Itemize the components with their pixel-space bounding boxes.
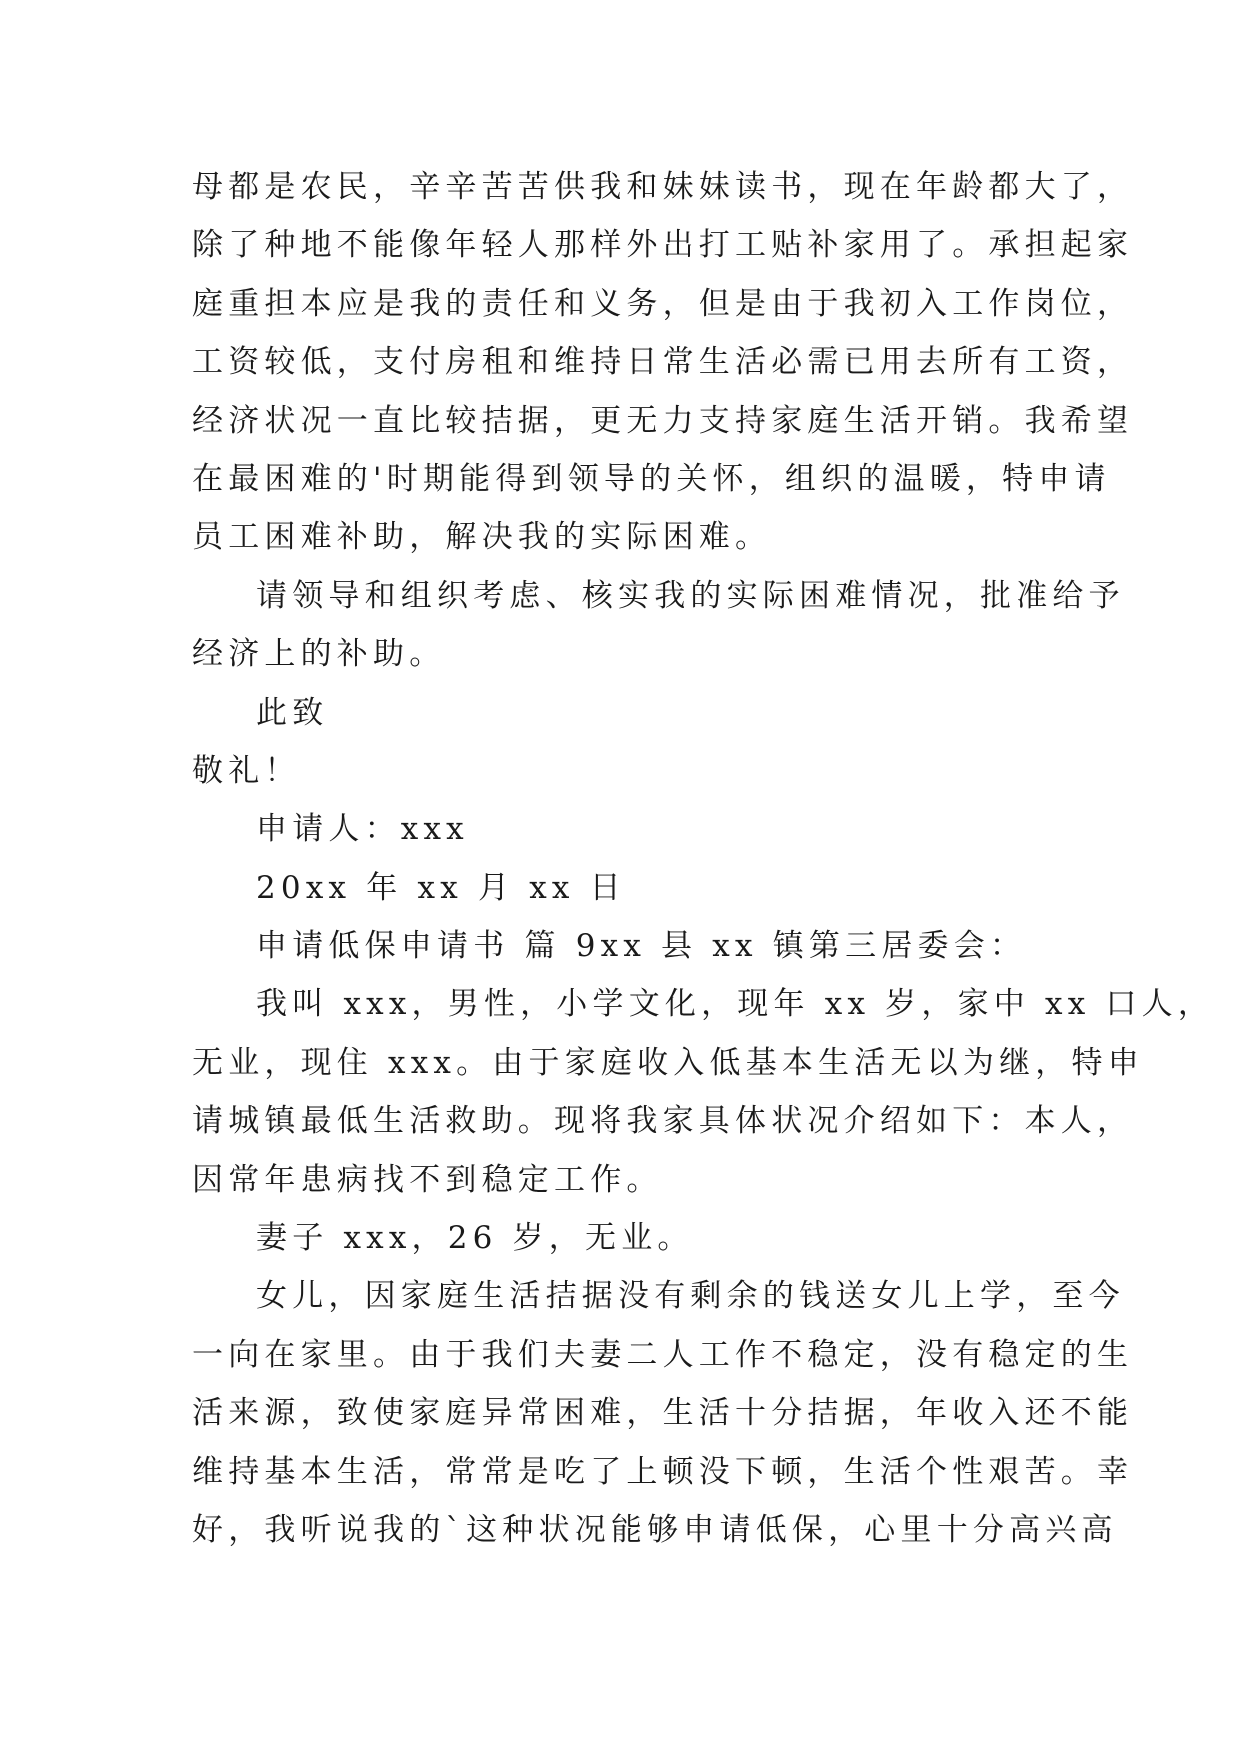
text-line: 女儿，因家庭生活拮据没有剩余的钱送女儿上学，至今 bbox=[256, 1278, 1125, 1315]
text-line: 在最困难的'时期能得到领导的关怀，组织的温暖，特申请 bbox=[192, 460, 1111, 497]
date-line: 20xx 年 xx 月 xx 日 bbox=[256, 869, 626, 906]
text-line: 请城镇最低生活救助。现将我家具体状况介绍如下：本人， bbox=[192, 1103, 1134, 1140]
text-line: 庭重担本应是我的责任和义务，但是由于我初入工作岗位， bbox=[192, 285, 1134, 322]
text-line: 除了种地不能像年轻人那样外出打工贴补家用了。承担起家 bbox=[192, 227, 1134, 264]
text-line: 经济状况一直比较拮据，更无力支持家庭生活开销。我希望 bbox=[192, 402, 1134, 439]
text-line: 活来源，致使家庭异常困难，生活十分拮据，年收入还不能 bbox=[192, 1395, 1134, 1432]
text-line: 一向在家里。由于我们夫妻二人工作不稳定，没有稳定的生 bbox=[192, 1336, 1134, 1373]
text-line: 我叫 xxx，男性，小学文化，现年 xx 岁，家中 xx 口人， bbox=[256, 986, 1215, 1023]
text-line: 母都是农民，辛辛苦苦供我和妹妹读书，现在年龄都大了， bbox=[192, 169, 1134, 205]
text-line: 经济上的补助。 bbox=[192, 636, 446, 673]
text-line: 因常年患病找不到稳定工作。 bbox=[192, 1161, 663, 1198]
document-body bbox=[192, 158, 1215, 1559]
text-line: 请领导和组织考虑、核实我的实际困难情况，批准给予 bbox=[256, 577, 1125, 614]
salutation-line: 敬礼！ bbox=[192, 752, 301, 789]
text-line: 无业，现住 xxx。由于家庭收入低基本生活无以为继，特申 bbox=[192, 1044, 1144, 1081]
heading-line: 申请低保申请书 篇 9xx 县 xx 镇第三居委会： bbox=[256, 928, 1027, 965]
text-line: 好，我听说我的`这种状况能够申请低保，心里十分高兴高 bbox=[192, 1511, 1118, 1548]
text-line: 员工困难补助，解决我的实际困难。 bbox=[192, 519, 772, 556]
applicant-line: 申请人：xxx bbox=[256, 811, 469, 848]
salutation-line: 此致 bbox=[256, 694, 329, 731]
text-line: 工资较低，支付房租和维持日常生活必需已用去所有工资， bbox=[192, 344, 1134, 381]
text-line: 维持基本生活，常常是吃了上顿没下顿，生活个性艰苦。幸 bbox=[192, 1453, 1134, 1490]
text-line: 妻子 xxx，26 岁，无业。 bbox=[256, 1220, 694, 1257]
